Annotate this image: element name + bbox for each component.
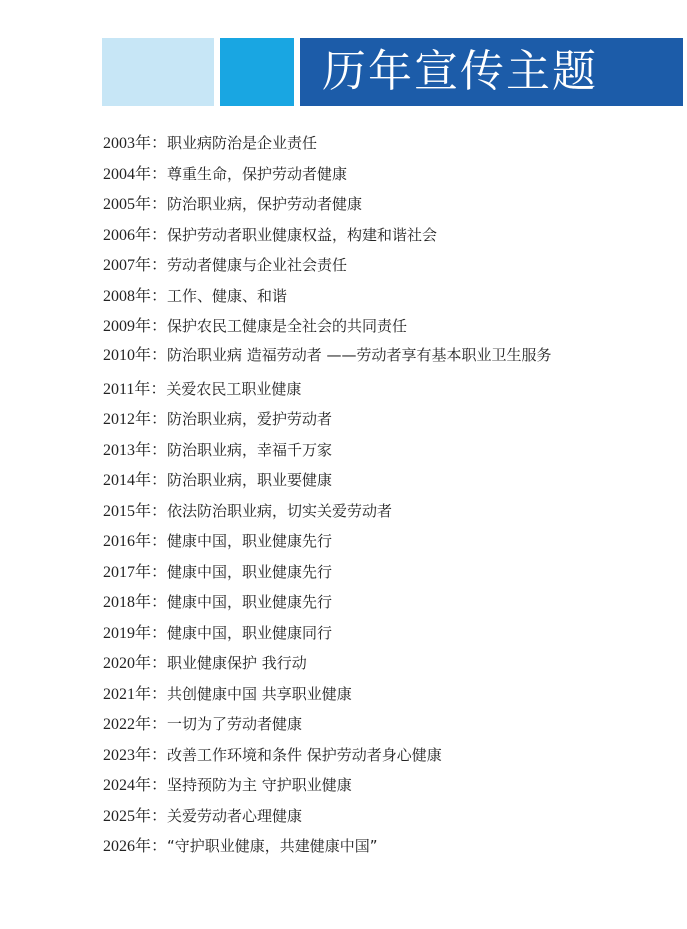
theme-item-2014 [103,465,663,496]
theme-item-2016 [103,526,663,557]
theme-item-2015 [103,496,663,527]
theme-text: 防治职业病，爱护劳动者 [167,410,333,428]
theme-text: 防治职业病，职业要健康 [167,471,333,489]
theme-item-2020 [103,648,663,679]
theme-text: 保护劳动者职业健康权益，构建和谐社会 [167,225,438,244]
theme-year: 2016年： [103,533,168,550]
theme-year: 2008年： [103,287,168,305]
theme-item-2012 [103,404,663,435]
theme-year: 2010年： [103,346,168,364]
theme-year: 2017年： [103,563,168,581]
theme-text: 职业病防治是企业责任 [167,134,318,152]
theme-item-2008 [103,281,663,312]
theme-item-2021 [103,679,663,710]
theme-item-2006 [103,220,663,251]
theme-year: 2009年： [103,318,168,335]
theme-text: 健康中国，职业健康先行 [167,532,333,550]
theme-text: 坚持预防为主 守护职业健康 [167,776,352,794]
theme-text: 关爱劳动者心理健康 [167,806,303,825]
theme-item-2023 [103,740,663,771]
theme-item-2024 [103,770,663,801]
theme-item-2022 [103,709,663,740]
theme-text: 劳动者健康与企业社会责任 [167,256,348,274]
theme-year: 2007年： [103,257,168,274]
theme-item-2017 [103,557,663,588]
light-blue-block [102,38,214,106]
theme-item-2010 [103,342,663,374]
theme-text: 防治职业病，幸福千万家 [167,440,333,459]
mid-blue-block [220,38,294,106]
theme-year: 2012年： [103,411,168,428]
theme-item-2005 [103,189,663,220]
theme-year: 2013年： [103,441,168,459]
theme-year: 2003年： [103,135,168,152]
theme-year: 2015年： [103,502,168,520]
theme-text: 保护农民工健康是全社会的共同责任 [167,317,408,335]
theme-item-2007 [103,250,663,281]
theme-text: 尊重生命，保护劳动者健康 [167,164,348,183]
theme-text: 防治职业病 造福劳动者 ——劳动者享有基本职业卫生服务 [167,345,552,364]
theme-year: 2021年： [103,685,168,703]
theme-year: 2025年： [103,807,168,825]
theme-year: 2026年： [103,838,168,855]
theme-text: 改善工作环境和条件 保护劳动者身心健康 [167,745,442,764]
theme-text: 健康中国，职业健康先行 [167,593,333,611]
theme-text: 依法防治职业病，切实关爱劳动者 [167,501,393,520]
theme-year: 2004年： [103,165,168,183]
theme-item-2009 [103,311,663,342]
theme-list [103,128,663,862]
theme-year: 2014年： [103,472,168,489]
theme-text: 一切为了劳动者健康 [167,715,303,733]
theme-year: 2023年： [103,746,168,764]
theme-text: 防治职业病，保护劳动者健康 [167,195,363,213]
title-banner [0,38,687,106]
theme-year: 2024年： [103,777,168,794]
theme-item-2013 [103,435,663,466]
theme-year: 2006年： [103,226,168,244]
theme-year: 2020年： [103,655,168,672]
theme-year: 2019年： [103,624,168,642]
theme-item-2003 [103,128,663,159]
theme-item-2019 [103,618,663,649]
theme-text: 共创健康中国 共享职业健康 [167,684,352,703]
theme-text: 职业健康保护 我行动 [167,654,307,672]
theme-text: 健康中国，职业健康同行 [167,623,333,642]
theme-item-2011 [103,374,663,405]
theme-item-2025 [103,801,663,832]
theme-text: 健康中国，职业健康先行 [167,562,333,581]
theme-text: 关爱农民工职业健康 [166,379,302,398]
theme-item-2026 [103,831,663,862]
theme-text: “守护职业健康，共建健康中国” [167,837,378,855]
theme-year: 2022年： [103,716,168,733]
page-title: 历年宣传主题 [322,46,598,97]
theme-year: 2005年： [103,196,168,213]
theme-year: 2018年： [103,594,168,611]
theme-text: 工作、健康、和谐 [167,286,288,305]
theme-item-2018 [103,587,663,618]
theme-year: 2011年： [103,380,167,398]
theme-item-2004 [103,159,663,190]
